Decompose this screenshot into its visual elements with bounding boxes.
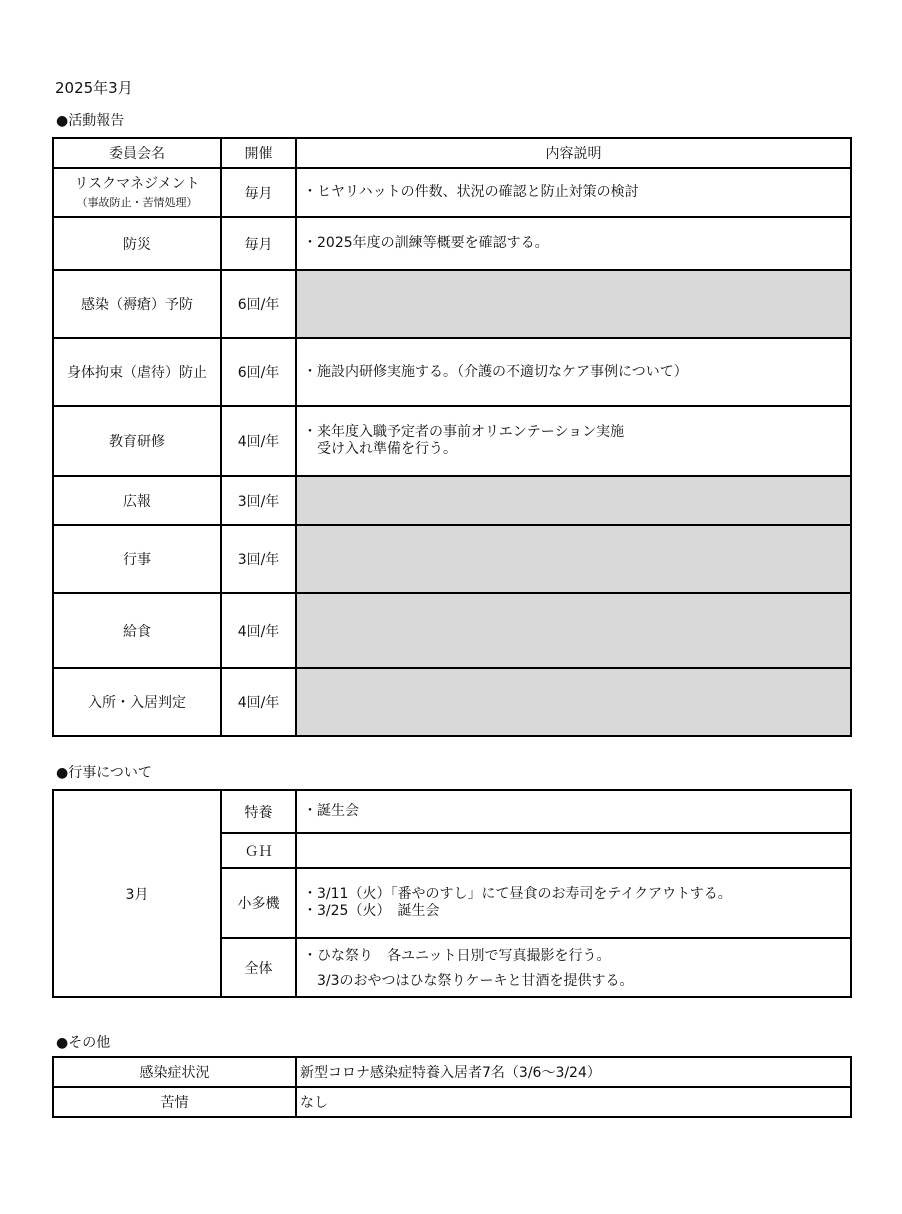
committee-subname: （事故防止・苦情処理） — [76, 195, 198, 209]
description-cell — [296, 406, 851, 476]
events-table — [52, 789, 852, 998]
table-row — [53, 168, 851, 217]
other-value-cell: なし — [296, 1087, 851, 1117]
table-row — [53, 790, 851, 833]
table-row — [53, 270, 851, 338]
description-cell — [296, 217, 851, 270]
table-row — [53, 593, 851, 668]
event-description-cell-empty — [296, 833, 851, 868]
description-cell — [296, 338, 851, 406]
committee-name-cell: 入所・入居判定 — [53, 668, 221, 736]
unit-cell: 小多機 — [221, 868, 296, 938]
description-cell — [296, 168, 851, 217]
event-month-cell: 3月 — [53, 790, 221, 997]
description-line: ・2025年度の訓練等概要を確認する。 — [303, 235, 549, 251]
unit-cell: 特養 — [221, 790, 296, 833]
table-row — [53, 1087, 851, 1117]
section-title-events: ●行事について — [56, 765, 152, 781]
description-line: ・施設内研修実施する。（介護の不適切なケア事例について） — [303, 363, 688, 380]
committee-name-cell: 身体拘束（虐待）防止 — [53, 338, 221, 406]
description-cell-empty — [296, 270, 851, 338]
event-line: ・3/11（火）「番やのすし」にて昼食のお寿司をテイクアウトする。 — [303, 886, 732, 902]
table-header-row — [53, 138, 851, 168]
frequency-cell: 4回/年 — [221, 593, 296, 668]
event-line: ・誕生会 — [303, 803, 359, 819]
activity-report-table — [52, 137, 852, 737]
frequency-cell: 3回/年 — [221, 476, 296, 525]
committee-name-cell: 教育研修 — [53, 406, 221, 476]
table-row — [53, 525, 851, 593]
frequency-cell: 3回/年 — [221, 525, 296, 593]
table-row — [53, 1057, 851, 1087]
event-line: 3/3のおやつはひな祭りケーキと甘酒を提供する。 — [303, 973, 634, 989]
header-committee-name: 委員会名 — [53, 138, 221, 168]
report-date: 2025年3月 — [55, 79, 133, 97]
table-row — [53, 406, 851, 476]
section-title-activity: ●活動報告 — [56, 113, 125, 129]
unit-cell: ＧＨ — [221, 833, 296, 868]
frequency-cell: 6回/年 — [221, 338, 296, 406]
frequency-cell: 4回/年 — [221, 406, 296, 476]
frequency-cell: 6回/年 — [221, 270, 296, 338]
section-title-other: ●その他 — [56, 1035, 111, 1051]
other-label-cell: 苦情 — [53, 1087, 296, 1117]
frequency-cell: 4回/年 — [221, 668, 296, 736]
description-line: 受け入れ準備を行う。 — [303, 441, 457, 457]
committee-name-cell: 感染（褥瘡）予防 — [53, 270, 221, 338]
other-label-cell: 感染症状況 — [53, 1057, 296, 1087]
event-description-cell — [296, 868, 851, 938]
frequency-cell: 毎月 — [221, 217, 296, 270]
table-row — [53, 217, 851, 270]
committee-name-cell — [53, 168, 221, 217]
other-value-cell: 新型コロナ感染症特養入居者7名（3/6〜3/24） — [296, 1057, 851, 1087]
committee-name-cell: 防災 — [53, 217, 221, 270]
frequency-cell: 毎月 — [221, 168, 296, 217]
event-description-cell — [296, 790, 851, 833]
description-cell-empty — [296, 476, 851, 525]
header-description: 内容説明 — [296, 138, 851, 168]
table-row — [53, 338, 851, 406]
committee-name: リスクマネジメント — [74, 175, 200, 192]
header-frequency: 開催 — [221, 138, 296, 168]
event-line: ・ひな祭り 各ユニット日別で写真撮影を行う。 — [303, 948, 611, 964]
description-cell-empty — [296, 525, 851, 593]
description-line: ・ヒヤリハットの件数、状況の確認と防止対策の検討 — [303, 184, 639, 200]
description-cell-empty — [296, 593, 851, 668]
table-row — [53, 476, 851, 525]
other-table — [52, 1056, 852, 1118]
description-line: ・来年度入職予定者の事前オリエンテーション実施 — [303, 424, 625, 440]
description-cell-empty — [296, 668, 851, 736]
committee-name-cell: 行事 — [53, 525, 221, 593]
event-line: ・3/25（火） 誕生会 — [303, 903, 440, 919]
committee-name-cell: 給食 — [53, 593, 221, 668]
committee-name-cell: 広報 — [53, 476, 221, 525]
table-row — [53, 668, 851, 736]
unit-cell: 全体 — [221, 938, 296, 997]
event-description-cell — [296, 938, 851, 997]
